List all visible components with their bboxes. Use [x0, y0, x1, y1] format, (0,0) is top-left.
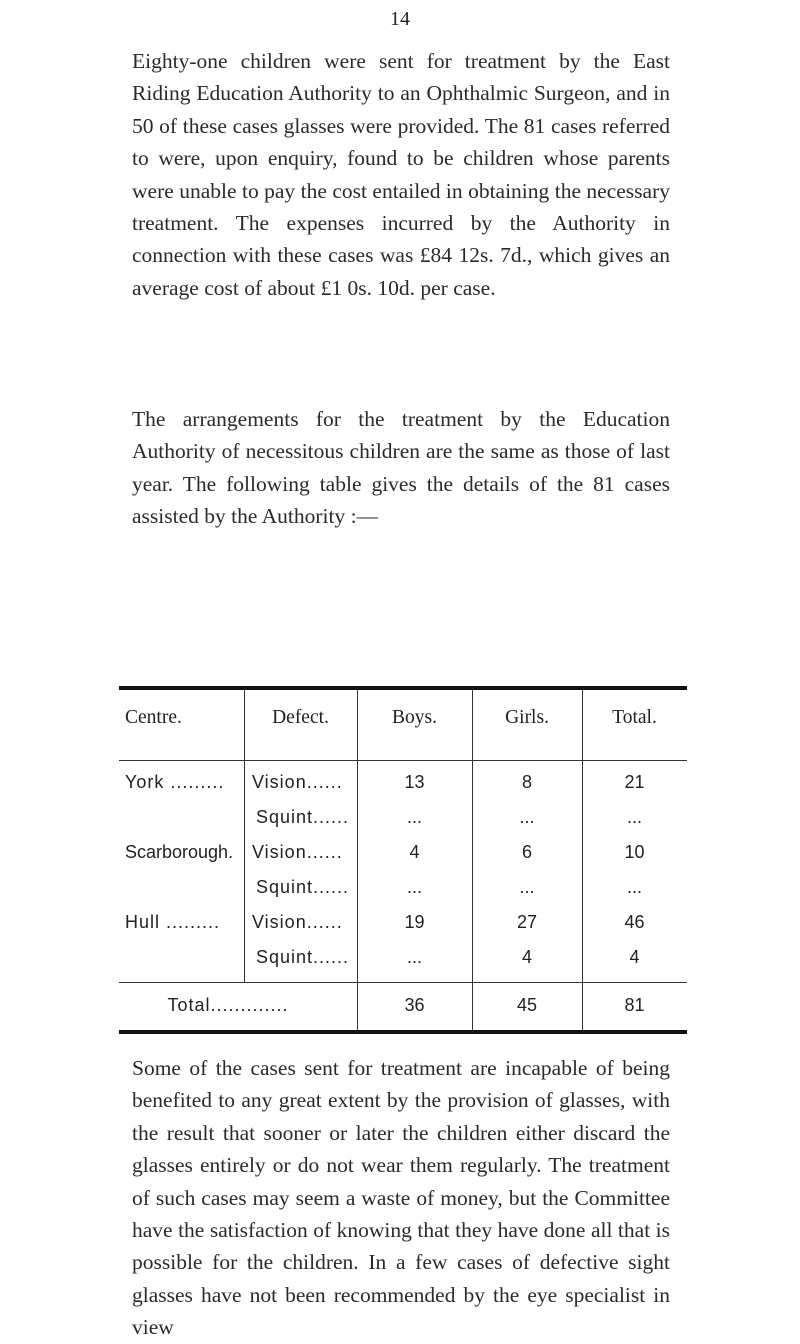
paragraph-3: Some of the cases sent for treatment are incapable of being benefited to any great extent by the provision of glasses, with the result that sooner or later the children either discard the glasses entirely or do not wear them regularly. The treatment of such cases may seem a waste of money, but the Committee have the satisfaction of knowing that they have done all that is possible for the children. In a few cases of defective sight glasses have not been recommended by the eye specialist in view — [132, 1056, 670, 1340]
row-centre: Hull ......... — [125, 912, 221, 932]
row-defect: Vision...... — [252, 912, 343, 932]
row-girls: 6 — [521, 842, 532, 862]
totals-label: Total............. — [167, 995, 289, 1015]
row-total: 21 — [624, 772, 645, 792]
row-centre: York ......... — [125, 772, 225, 792]
totals-girls: 45 — [516, 995, 538, 1015]
row-girls: ... — [519, 807, 535, 827]
row-boys: 4 — [409, 842, 420, 862]
header-girls: Girls. — [505, 707, 549, 728]
header-rule — [119, 760, 687, 761]
totals-total: 81 — [624, 995, 645, 1015]
row-total: 4 — [629, 947, 640, 967]
header-boys: Boys. — [392, 707, 437, 728]
row-boys: ... — [406, 807, 422, 827]
row-girls: ... — [519, 877, 535, 897]
row-girls: 27 — [516, 912, 538, 932]
table-top-rule — [119, 686, 687, 690]
row-girls: 8 — [521, 772, 532, 792]
header-centre: Centre. — [125, 707, 182, 728]
row-total: 10 — [624, 842, 645, 862]
row-girls: 4 — [521, 947, 532, 967]
row-defect: Vision...... — [252, 842, 343, 862]
table-bottom-rule — [119, 1030, 687, 1034]
row-total: ... — [626, 877, 642, 897]
row-defect: Squint...... — [256, 807, 350, 827]
row-boys: ... — [406, 947, 422, 967]
row-defect: Vision...... — [252, 772, 343, 792]
paragraph-1: Eighty-one children were sent for treatment by the East Riding Education Authority to an Ophthalmic Surgeon, and in 50 of these cases glasses were provided. The 81 cases referred to were, upon enquiry, found to be children whose parents were unable to pay the cost entailed in obtaining the necessary treatment. The expenses incurred by the Authority in connection with these cases was £84 12s. 7d., which gives an average cost of about £1 0s. 10d. per case. — [132, 49, 670, 300]
row-defect: Squint...... — [256, 877, 350, 897]
row-total: ... — [626, 807, 642, 827]
header-total: Total. — [612, 707, 657, 728]
row-boys: 13 — [404, 772, 425, 792]
row-boys: ... — [406, 877, 422, 897]
page-number: 14 — [390, 8, 410, 30]
row-boys: 19 — [404, 912, 425, 932]
totals-boys: 36 — [404, 995, 425, 1015]
row-defect: Squint...... — [256, 947, 350, 967]
totals-rule — [119, 982, 687, 983]
row-centre: Scarborough. — [125, 842, 234, 862]
paragraph-2: The arrangements for the treatment by the Education Authority of necessitous children are the same as those of last year. The following table gives the details of the 81 cases assisted by the Authority :— — [132, 407, 670, 529]
header-defect: Defect. — [272, 707, 329, 728]
col-divider-1 — [244, 690, 245, 982]
row-total: 46 — [624, 912, 645, 932]
